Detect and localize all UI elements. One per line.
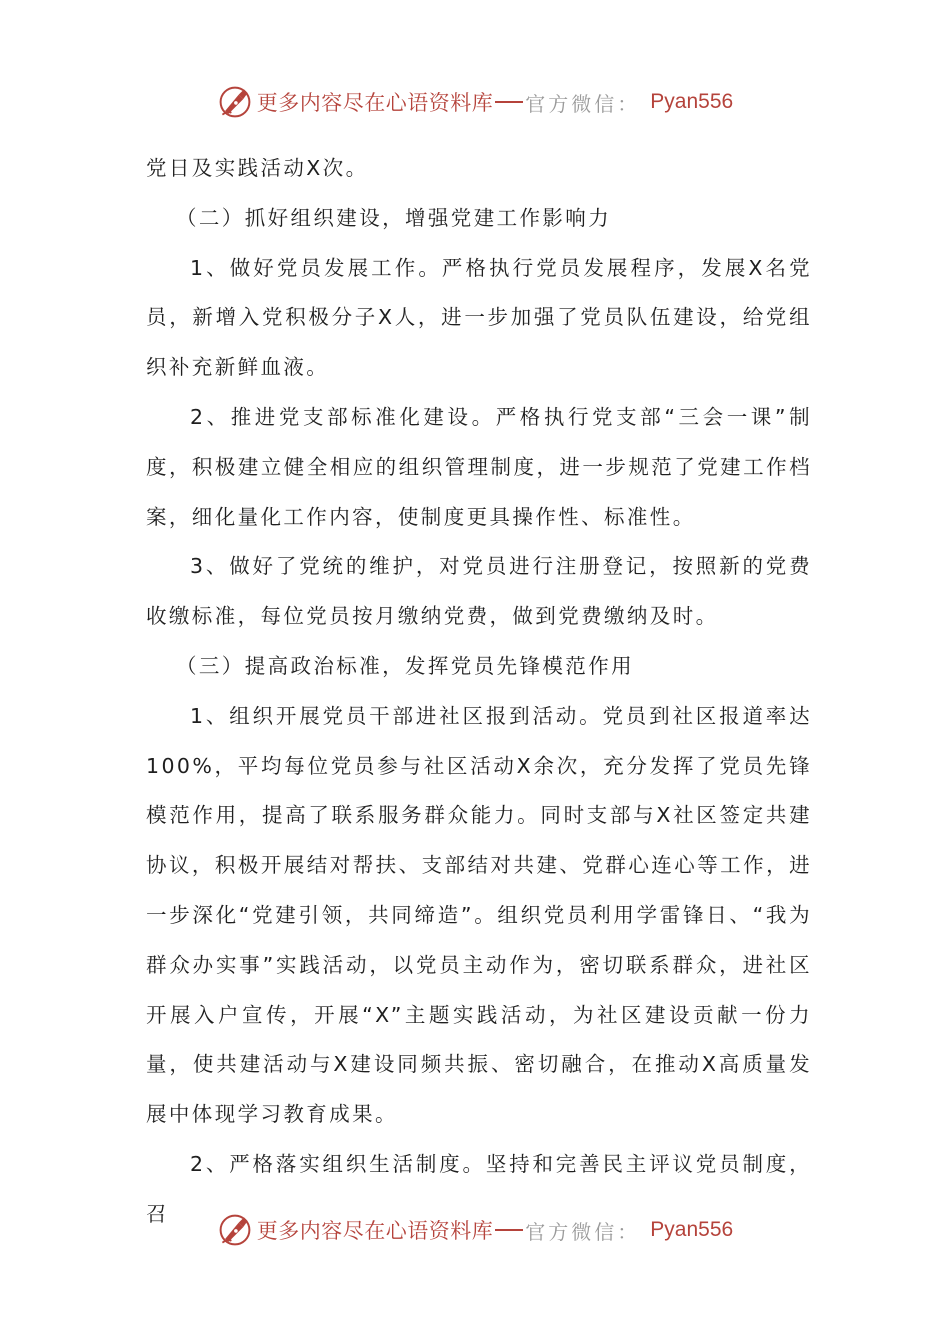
watermark-wechat-id: Pyan556: [650, 1218, 734, 1241]
paragraph-item: 2、严格落实组织生活制度。坚持和完善民主评议党员制度，召: [146, 1151, 812, 1226]
paragraph-item: 1、做好党员发展工作。严格执行党员发展程序，发展X名党员，新增入党积极分子X人，进一步加强了党员队伍建设，给党组织补充新鲜血液。: [146, 255, 812, 380]
watermark-banner-bottom: [0, 1208, 950, 1252]
document-body: [146, 144, 812, 1240]
section-heading-3: （三）提高政治标准，发挥党员先锋模范作用: [176, 653, 634, 678]
watermark-dash: [495, 1229, 523, 1231]
watermark-wechat-label: 官方微信：: [525, 91, 641, 116]
pen-nib-logo-icon: [217, 84, 253, 120]
watermark-dash: [495, 101, 523, 103]
paragraph-item: 2、推进党支部标准化建设。严格执行党支部“三会一课”制度，积极建立健全相应的组织管理制度，进一步规范了党建工作档案，细化量化工作内容，使制度更具操作性、标准性。: [146, 404, 812, 529]
paragraph-continuation: 党日及实践活动X次。: [146, 156, 369, 180]
watermark-site-text: 更多内容尽在心语资料库: [256, 1219, 494, 1243]
watermark-wechat-label: 官方微信：: [525, 1219, 641, 1244]
pen-nib-logo-icon: [217, 1212, 253, 1248]
paragraph-item: 3、做好了党统的维护，对党员进行注册登记，按照新的党费收缴标准，每位党员按月缴纳党费，做到党费缴纳及时。: [146, 554, 812, 629]
watermark-site-text: 更多内容尽在心语资料库: [256, 91, 494, 115]
watermark-banner-top: [0, 80, 950, 124]
paragraph-item: 1、组织开展党员干部进社区报到活动。党员到社区报道率达100%，平均每位党员参与社区活动X余次，充分发挥了党员先锋模范作用，提高了联系服务群众能力。同时支部与X社区签定共建协议，积极开展结对帮扶、支部结对共建、党群心连心等工作，进一步深化“党建引领，共同缔造”。组织党员利用学雷锋日、“我为群众办实事”实践活动，以党员主动作为，密切联系群众，进社区开展入户宣传，开展“X”主题实践活动，为社区建设贡献一份力量，使共建活动与X建设同频共振、密切融合，在推动X高质量发展中体现学习教育成果。: [146, 703, 812, 1127]
watermark-wechat-id: Pyan556: [650, 90, 734, 113]
section-heading-2: （二）抓好组织建设，增强党建工作影响力: [176, 205, 612, 230]
